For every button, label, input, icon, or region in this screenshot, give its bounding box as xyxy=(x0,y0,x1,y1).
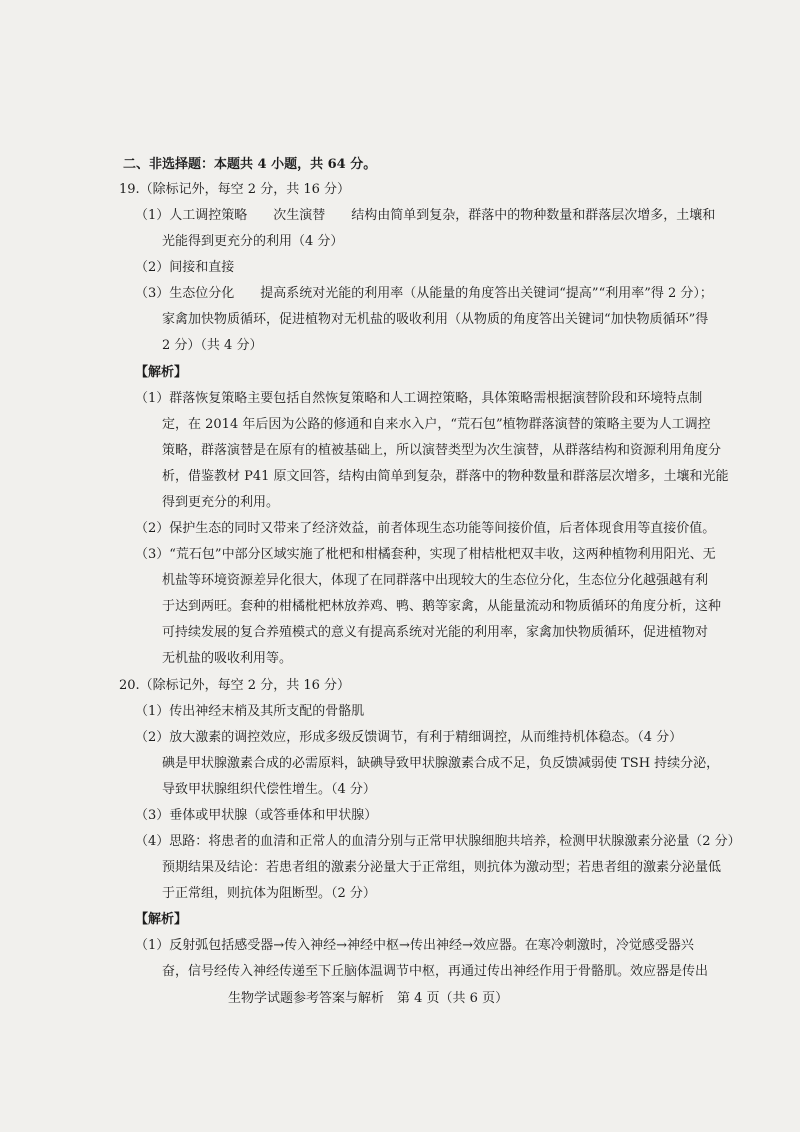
q19-explain-1-l3: 策略，群落演替是在原有的植被基础上，所以演替类型为次生演替，从群落结构和资源利用角度分 xyxy=(162,443,722,458)
q19-explain-3-l2: 机盐等环境资源差异化很大，体现了在同群落中出现较大的生态位分化，生态位分化越强越有利 xyxy=(162,573,709,588)
q19-answer-3: （3）生态位分化 提高系统对光能的利用率（从能量的角度答出关键词“提高”“利用率”得 2 分）； xyxy=(135,286,713,301)
q20-explain-1-l2: 奋，信号经传入神经传递至下丘脑体温调节中枢，再通过传出神经作用于骨骼肌。效应器是传出 xyxy=(162,964,709,979)
q20-answer-4-l3: 于正常组，则抗体为阻断型。（2 分） xyxy=(162,886,376,901)
q19-explain-3: （3）“荒石包”中部分区域实施了枇杷和柑橘套种，实现了柑桔枇杷双丰收，这两种植物利用阳光、无 xyxy=(135,547,716,562)
q20-explain-1: （1）反射弧包括感受器→传入神经→神经中枢→传出神经→效应器。在寒冷刺激时，冷觉感受器兴 xyxy=(135,938,694,953)
q19-explain-3-l4: 可持续发展的复合养殖模式的意义有提高系统对光能的利用率，家禽加快物质循环，促进植物对 xyxy=(162,625,709,640)
q20-answer-4-l2: 预期结果及结论：若患者组的激素分泌量大于正常组，则抗体为激动型；若患者组的激素分泌量低 xyxy=(162,860,722,875)
q19-answer-3-cont: 家禽加快物质循环，促进植物对无机盐的吸收利用（从物质的角度答出关键词“加快物质循环”得 xyxy=(162,312,709,327)
page-footer: 生物学试题参考答案与解析 第 4 页（共 6 页） xyxy=(228,991,509,1006)
q19-explain-1: （1）群落恢复策略主要包括自然恢复策略和人工调控策略，具体策略需根据演替阶段和环境特点制 xyxy=(135,391,703,406)
q19-answer-2: （2）间接和直接 xyxy=(135,260,235,275)
q20-header: 20.（除标记外，每空 2 分，共 16 分） xyxy=(119,678,351,693)
q20-analysis-label: 【解析】 xyxy=(135,912,188,927)
q20-answer-3: （3）垂体或甲状腺（或答垂体和甲状腺） xyxy=(135,808,378,823)
q19-explain-3-l5: 无机盐的吸收利用等。 xyxy=(162,651,293,666)
q19-explain-3-l3: 于达到两旺。套种的柑橘枇杷林放养鸡、鸭、鹅等家禽，从能量流动和物质循环的角度分析，这种 xyxy=(162,599,722,614)
q20-answer-4: （4）思路：将患者的血清和正常人的血清分别与正常甲状腺细胞共培养，检测甲状腺激素分泌量（2 分） xyxy=(135,834,741,849)
q19-explain-1-l5: 得到更充分的利用。 xyxy=(162,495,280,510)
q20-answer-2: （2）放大激素的调控效应，形成多级反馈调节，有利于精细调控，从而维持机体稳态。（4 分） xyxy=(135,730,683,745)
q20-answer-2-l2: 碘是甲状腺激素合成的必需原料，缺碘导致甲状腺激素合成不足，负反馈减弱使 TSH 持续分泌， xyxy=(162,756,720,771)
q20-answer-1: （1）传出神经末梢及其所支配的骨骼肌 xyxy=(135,704,365,719)
q19-explain-2: （2）保护生态的同时又带来了经济效益，前者体现生态功能等间接价值，后者体现食用等直接价值。 xyxy=(135,521,716,536)
q19-answer-1-cont: 光能得到更充分的利用（4 分） xyxy=(162,234,344,249)
q19-header: 19.（除标记外，每空 2 分，共 16 分） xyxy=(119,182,351,197)
section-title: 二、非选择题：本题共 4 小题，共 64 分。 xyxy=(123,157,377,172)
q19-explain-1-l4: 析，借鉴教材 P41 原文回答，结构由简单到复杂，群落中的物种数量和群落层次增多，土壤和光能 xyxy=(162,469,729,484)
q19-answer-1: （1）人工调控策略 次生演替 结构由简单到复杂，群落中的物种数量和群落层次增多，土壤和 xyxy=(135,208,716,223)
q20-answer-2-l3: 导致甲状腺组织代偿性增生。（4 分） xyxy=(162,782,376,797)
q19-analysis-label: 【解析】 xyxy=(135,365,188,380)
q19-explain-1-l2: 定，在 2014 年后因为公路的修通和自来水入户，“荒石包”植物群落演替的策略主要为人工调控 xyxy=(162,417,711,432)
q19-answer-3-cont2: 2 分）（共 4 分） xyxy=(162,338,263,353)
